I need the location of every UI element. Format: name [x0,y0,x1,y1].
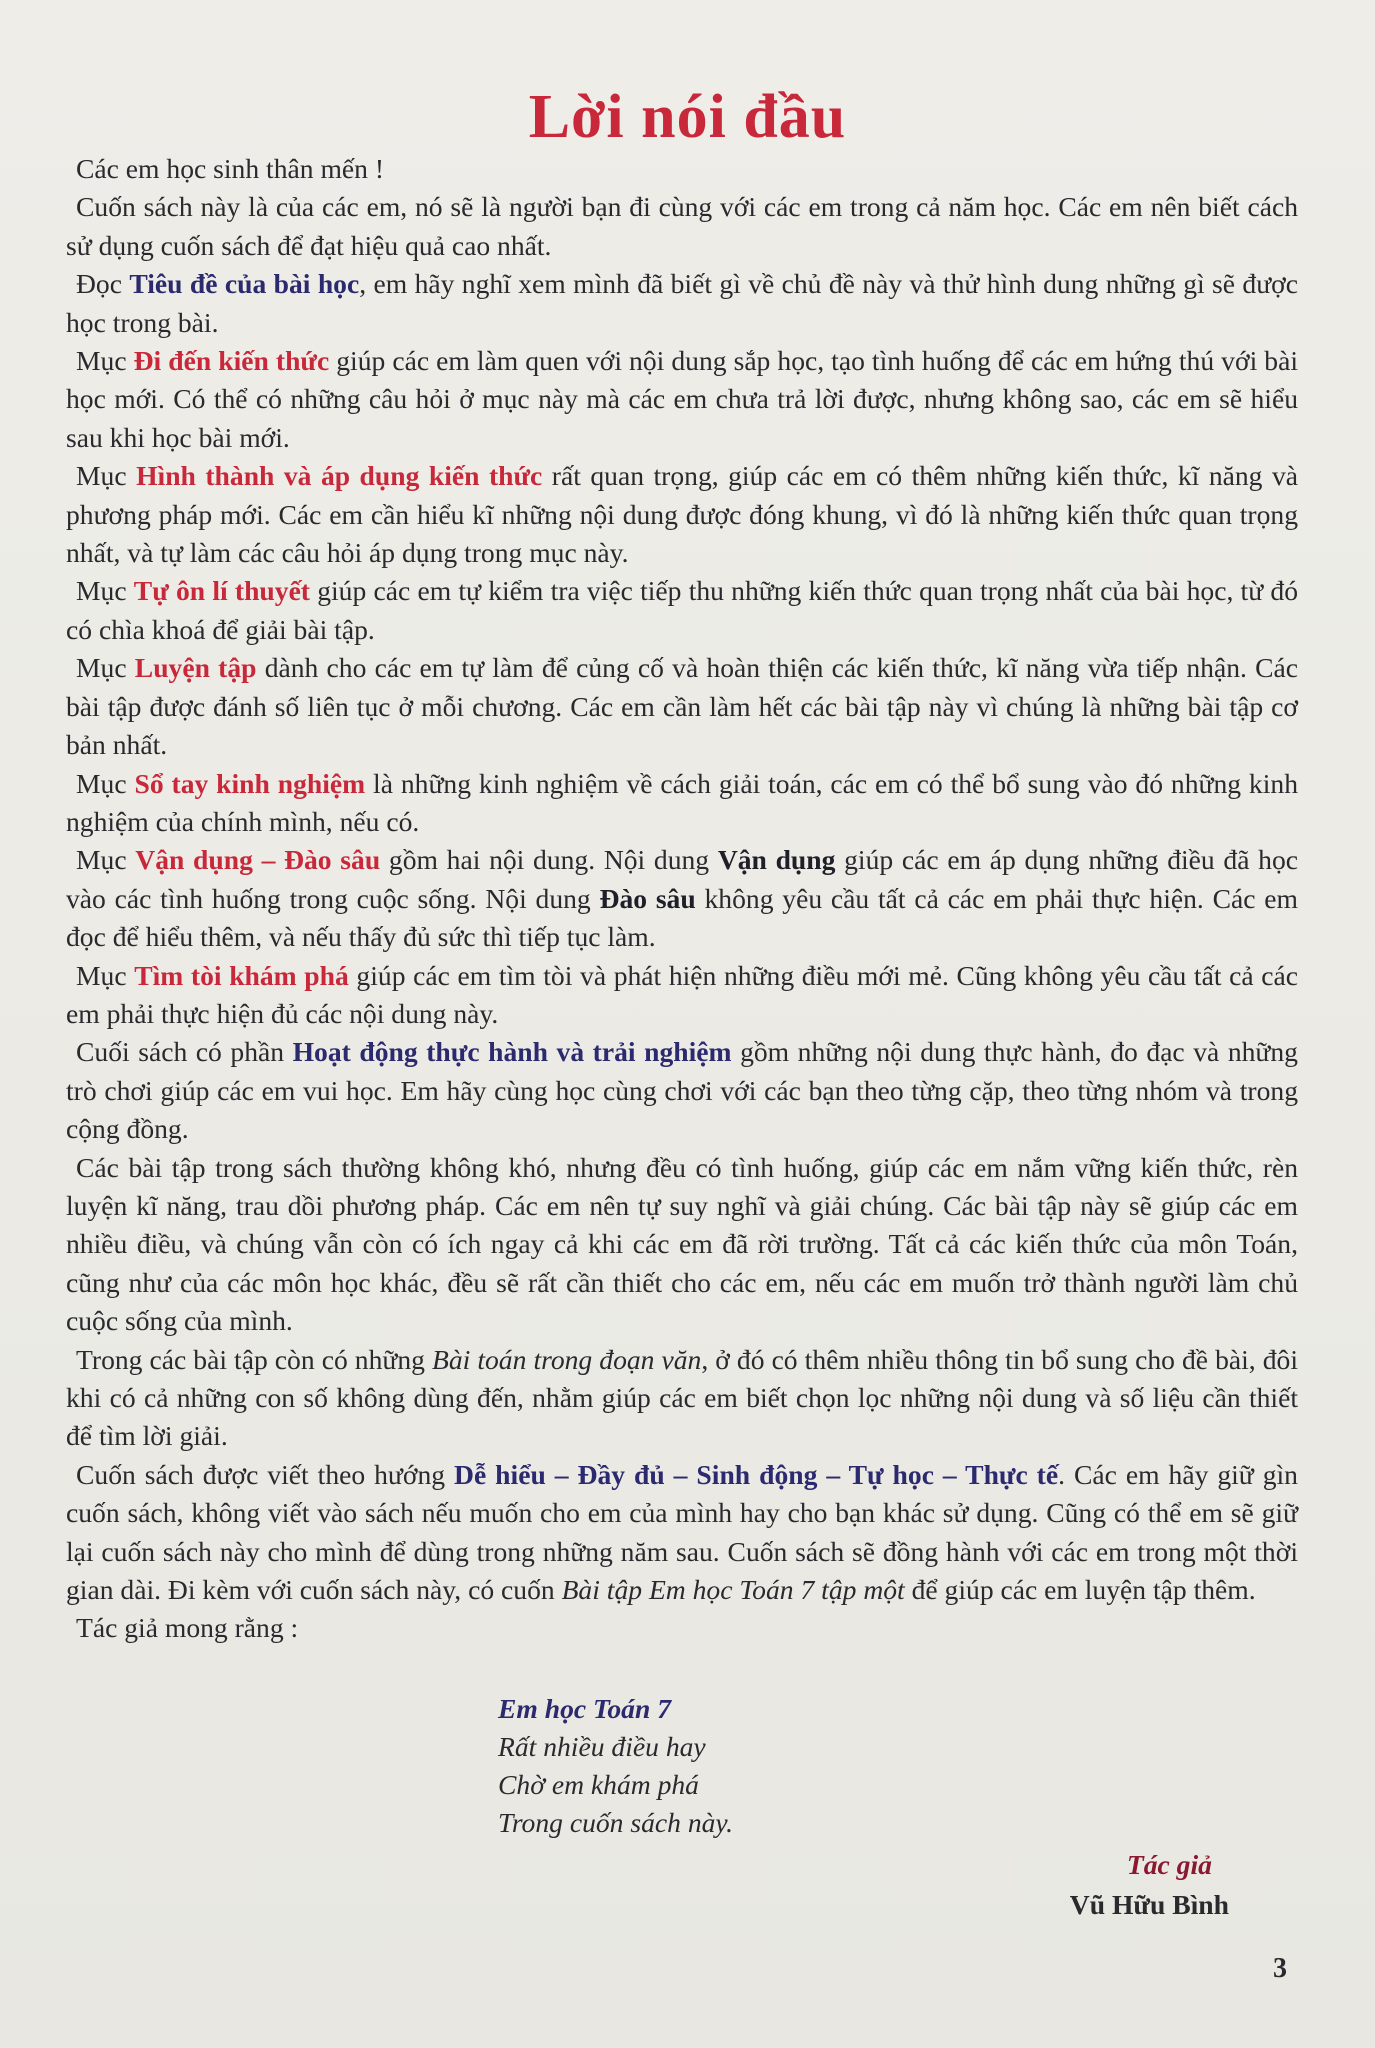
poem-line: Em học Toán 7 [498,1693,672,1724]
term-forming-knowledge: Hình thành và áp dụng kiến thức [136,460,543,492]
poem-line: Chờ em khám phá [498,1769,699,1800]
term-apply-deepen: Vận dụng – Đào sâu [135,844,381,876]
term-orientation: Dễ hiểu – Đầy đủ – Sinh động – Tự học – Thực tế [454,1458,1059,1490]
term-self-review: Tự ôn lí thuyết [133,575,310,607]
signature-name: Vũ Hữu Bình [1069,1889,1229,1920]
paragraph-notebook: Mục Sổ tay kinh nghiệm là những kinh nghiệm về cách giải toán, các em có thể bổ sung vào đó những kinh nghiệm của chính mình, nếu có. [66,767,1298,837]
term-word-problems: Bài toán trong đoạn văn [431,1343,702,1375]
paragraph-apply-deepen: Mục Vận dụng – Đào sâu gồm hai nội dung. Nội dung Vận dụng giúp các em áp dụng những điều đã học vào các tình huống trong cuộc sống. Nội dung Đào sâu không yêu cầu tất cả các em phải thực hiện. Các em đọc để hiểu thêm, và nếu thấy đủ sức thì tiếp tục làm. [66,844,1299,953]
term-practice: Luyện tập [134,652,257,684]
paragraph-exercises: Các bài tập trong sách thường không khó, nhưng đều có tình huống, giúp các em nắm vững kiến thức, rèn luyện kĩ năng, trau dồi phương pháp. Các em nên tự suy nghĩ và giải chúng. Các bài tập này sẽ giúp các em nhiều điều, và chúng vẫn còn có ích ngay cả khi các em đã rời trường. Tất cả các kiến thức của môn Toán, cũng như của các môn học khác, đều sẽ rất cần thiết cho các em, nếu các em muốn trở thành người làm chủ cuộc sống của mình. [66,1151,1298,1337]
paragraph-author-wish: Tác giả mong rằng : [76,1612,299,1644]
poem-line: Rất nhiều điều hay [498,1731,706,1762]
paragraph-practice: Mục Luyện tập dành cho các em tự làm để củng cố và hoàn thiện các kiến thức, kĩ năng vừa tiếp nhận. Các bài tập được đánh số liên tục ở mỗi chương. Các em cần làm hết các bài tập này vì chúng là những bài tập cơ bản nhất. [66,652,1299,761]
page-title: Lời nói đầu [528,83,847,151]
paragraph-explore: Mục Tìm tòi khám phá giúp các em tìm tòi và phát hiện những điều mới mẻ. Cũng không yêu cầu tất cả các em phải thực hiện đủ các nội dung này. [66,959,1299,1029]
page-number: 3 [1273,1953,1287,1984]
paragraph-forming-knowledge: Mục Hình thành và áp dụng kiến thức rất quan trọng, giúp các em có thêm những kiến thức, kĩ năng và phương pháp mới. Các em cần hiểu kĩ những nội dung được đóng khung, vì đó là những kiến thức quan trọng nhất, và tự làm các câu hỏi áp dụng trong mục này. [66,460,1298,569]
term-apply: Vận dụng [717,844,836,876]
term-deepen: Đào sâu [599,882,696,914]
signature [1069,1846,1229,1924]
preface-body [66,150,1298,1648]
term-go-to-knowledge: Đi đến kiến thức [133,345,330,377]
paragraph-intro: Cuốn sách này là của các em, nó sẽ là người bạn đi cùng với các em trong cả năm học. Các em nên biết cách sử dụng cuốn sách để đạt hiệu quả cao nhất. [66,191,1298,261]
poem-line: Trong cuốn sách này. [498,1807,734,1838]
signature-role: Tác giả [1126,1849,1212,1880]
term-notebook: Sổ tay kinh nghiệm [134,767,366,799]
term-workbook: Bài tập Em học Toán 7 tập một [561,1574,905,1606]
paragraph-go-to-knowledge: Mục Đi đến kiến thức giúp các em làm quen với nội dung sắp học, tạo tình huống để các em hứng thú với bài học mới. Có thể có những câu hỏi ở mục này mà các em chưa trả lời được, nhưng không sao, các em sẽ hiểu sau khi học bài mới. [66,345,1298,453]
paragraph-greeting: Các em học sinh thân mến ! [76,153,385,184]
term-lesson-title: Tiêu đề của bài học [129,268,360,300]
term-activities: Hoạt động thực hành và trải nghiệm [292,1036,732,1068]
paragraph-activities: Cuối sách có phần Hoạt động thực hành và trải nghiệm gồm những nội dung thực hành, đo đạc và những trò chơi giúp các em vui học. Em hãy cùng học cùng chơi với các bạn theo từng cặp, theo từng nhóm và trong cộng đồng. [66,1036,1298,1145]
term-explore: Tìm tòi khám phá [134,959,349,991]
paragraph-orientation: Cuốn sách được viết theo hướng Dễ hiểu – Đầy đủ – Sinh động – Tự học – Thực tế. Các em hãy giữ gìn cuốn sách, không viết vào sách nếu muốn cho em của mình hay cho bạn khác sử dụng. Cũng có thể em sẽ giữ lại cuốn sách này cho mình để dùng trong những năm sau. Cuốn sách sẽ đồng hành với các em trong một thời gian dài. Đi kèm với cuốn sách này, có cuốn Bài tập Em học Toán 7 tập một để giúp các em luyện tập thêm. [66,1458,1298,1606]
paragraph-lesson-title: Đọc Tiêu đề của bài học, em hãy nghĩ xem mình đã biết gì về chủ đề này và thử hình dung những gì sẽ được học trong bài. [66,268,1298,338]
paragraph-self-review: Mục Tự ôn lí thuyết giúp các em tự kiểm tra việc tiếp thu những kiến thức quan trọng nhất của bài học, từ đó có chìa khoá để giải bài tập. [66,575,1298,645]
paragraph-word-problems: Trong các bài tập còn có những Bài toán trong đoạn văn, ở đó có thêm nhiều thông tin bổ sung cho đề bài, đôi khi có cả những con số không dùng đến, nhằm giúp các em biết chọn lọc những nội dung và số liệu cần thiết để tìm lời giải. [66,1343,1298,1452]
poem [498,1690,733,1842]
